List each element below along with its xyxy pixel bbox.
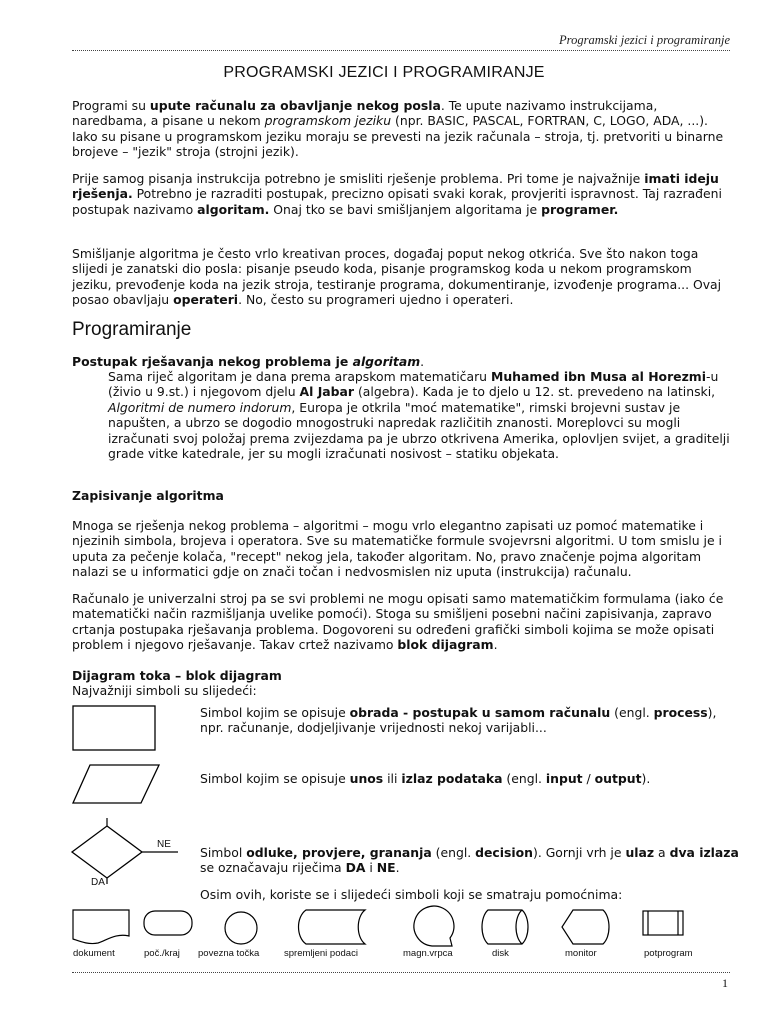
disk-symbol-icon (480, 909, 530, 945)
algorithm-lead: Postupak rješavanja nekog problema je algoritam. (72, 354, 425, 369)
subprogram-symbol-icon (642, 910, 684, 938)
intro-paragraph-2: Prije samog pisanja instrukcija potrebno je smisliti rješenje problema. Pri tome je najvažnije imati ideju rješenja. Potrebno je razraditi postupak, precizno opisati svaki korak, provjeriti ispravnost. Taj razrađeni postupak nazivamo algoritam. Onaj tko se bavi smišljanjem algoritama je programer. (72, 171, 722, 217)
process-symbol-description: Simbol kojim se opisuje obrada - postupak u samom računalu (engl. process), npr. računanje, dodjeljivanje vrijednosti nekoj varijabli... (200, 705, 717, 736)
process-symbol-icon (72, 705, 156, 751)
monitor-symbol-icon (561, 909, 611, 945)
flowchart-heading: Dijagram toka – blok dijagram (72, 668, 282, 683)
input-output-symbol-icon (72, 764, 160, 804)
auxiliary-symbols-intro: Osim ovih, koriste se i slijedeći simboli koji se smatraju pomoćnima: (200, 887, 623, 902)
stored-data-symbol-icon (294, 909, 366, 945)
aux-label-start-end: poč./kraj (144, 948, 180, 959)
decision-symbol-description: Simbol odluke, provjere, grananja (engl. decision). Gornji vrh je ulaz a dva izlaza se označavaju riječima DA i NE. (200, 845, 739, 876)
writing-paragraph-2: Računalo je univerzalni stroj pa se svi problemi ne mogu opisati samo matematičkim formulama (iako će matematički način razmišljanja uvelike pomoći). Stoga su smišljeni posebni načini zapisivanja, zapravo crtanja postupaka rješavanja problema. Dogovoreni su određeni grafički simboli kojima se može opisati problem i njegovo rješavanje. Takav crtež nazivamo blok dijagram. (72, 591, 724, 653)
algorithm-history: Sama riječ algoritam je dana prema arapskom matematičaru Muhamed ibn Musa al Horezmi-u (živio u 9.st.) i njegovom djelu Al Jabar (algebra). Kada je to djelo u 12. st. prevedeno na latinski, Algoritmi de numero indorum, Europa je otkrila "moć matematike", rimski brojevni sustav je napušten, a ubrzo se dogodio mnogostruki napredak različitih znanosti. Moreplovci su mogli izračunati svoj položaj prema zvijezdama pa je ubrzo otkrivena Amerika, oplovljen svijet, a graditelji grade vitke katedrale, jer su mogli izračunati nosivost – statiku objekata. (108, 369, 730, 462)
intro-paragraph-1: Programi su upute računalu za obavljanje nekog posla. Te upute nazivamo instrukcijama, naredbama, a pisane u nekom programskom jeziku (npr. BASIC, PASCAL, FORTRAN, C, LOGO, ADA, ...). Iako su pisane u programskom jeziku moraju se prevesti na jezik računala – stroja, tj. pretvoriti u binarne brojeve – "jezik" stroja (strojni jezik). (72, 98, 724, 160)
document-symbol-icon (72, 909, 130, 945)
writing-paragraph-1: Mnoga se rješenja nekog problema – algoritmi – mogu vrlo elegantno zapisati uz pomoć matematike i njezinih simbola, brojeva i operatora. Sve su matematičke formule svojevrsni algoritmi. U tom smislu je i uputa za pečenje kolača, "recept" nekog jela, također algoritam. No, pravo značenje pojma algoritam nalazi se u informatici gdje on znači točan i nedvosmislen niz uputa (instrukcija) računalu. (72, 518, 722, 580)
aux-label-document: dokument (73, 948, 115, 959)
aux-label-connector: povezna točka (198, 948, 260, 959)
page-title: PROGRAMSKI JEZICI I PROGRAMIRANJE (223, 64, 545, 81)
running-header: Programski jezici i programiranje (559, 33, 730, 47)
subsection-heading: Zapisivanje algoritma (72, 488, 224, 503)
start-end-symbol-icon (143, 910, 193, 936)
decision-no-label: NE (157, 839, 171, 850)
section-heading: Programiranje (72, 319, 192, 340)
footer-rule (72, 972, 730, 973)
input-output-symbol-description: Simbol kojim se opisuje unos ili izlaz podataka (engl. input / output). (200, 771, 651, 786)
intro-paragraph-3: Smišljanje algoritma je često vrlo kreativan proces, događaj poput nekog otkrića. Sve što nakon toga slijedi je zanatski dio posla: pisanje pseudo koda, pisanje programskog koda u nekom programskom jeziku, prevođenje koda na jezik stroja, testiranje programa, dokumentiranje, izvođenje programa... Ovaj posao obavljaju operateri. No, često su programeri ujedno i operateri. (72, 246, 722, 308)
decision-symbol-icon (72, 818, 182, 890)
header-rule (72, 50, 730, 51)
decision-yes-label: DA (91, 877, 105, 888)
aux-label-subprogram: potprogram (644, 948, 693, 959)
flowchart-subheading: Najvažniji simboli su slijedeći: (72, 683, 257, 698)
aux-label-magnetic-tape: magn.vrpca (403, 948, 453, 959)
aux-label-disk: disk (492, 948, 509, 959)
page-number: 1 (722, 976, 728, 990)
connector-symbol-icon (223, 910, 259, 946)
aux-label-monitor: monitor (565, 948, 597, 959)
aux-label-stored-data: spremljeni podaci (284, 948, 358, 959)
magnetic-tape-symbol-icon (410, 904, 454, 948)
